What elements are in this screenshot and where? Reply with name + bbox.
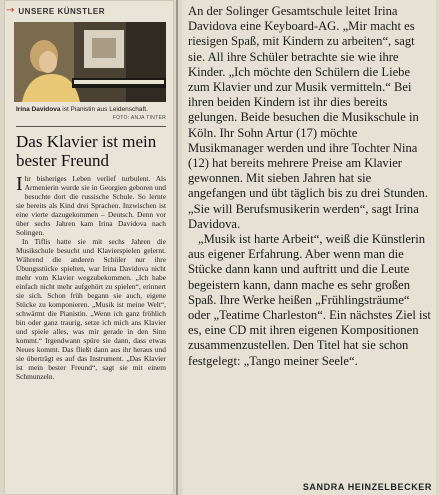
author-byline: SANDRA HEINZELBECKER (302, 482, 432, 492)
paragraph: In Tiflis hatte sie mit sechs Jahren die Musikschule besucht und Klavierspielen gelernt. Während die anderen Schüler nur ihre Übungsstücke spielten, war Irina Davidova nicht mehr vom Klavier wegzubekommen. „Ich habe einfach nicht mehr aufgehört zu spielen“, erinnert sie sich. Schon früh begann sie auch, eigene Stücke zu komponieren. „Musik ist meine Welt“, schwärmt die Pianistin. „Wenn ich ganz fröhlich bin oder ganz traurig, setze ich mich ans Klavier und spiele alles, was mir gerade in den Sinn kommt.“ Irgendwann spüre sie dann, dass etwas Neues kommt. Das fließt dann aus ihr heraus und sie überträgt es auf das Instrument. „Das Klavier ist mein bester Freund“, sagt sie mit einem Schmunzeln. (16, 237, 166, 381)
section-label: UNSERE KÜNSTLER (18, 6, 106, 16)
arrow-icon: → (6, 5, 15, 16)
caption-name: Irina Davidova (16, 106, 61, 113)
photo-credit: FOTO: ANJA TINTER (112, 115, 166, 121)
drop-cap: I (16, 173, 23, 195)
pianist-photo (14, 22, 166, 102)
article-body-left (16, 174, 166, 381)
photo-caption (16, 106, 166, 121)
section-header (6, 4, 170, 18)
caption-text: ist Pianistin aus Leidenschaft. (60, 106, 148, 113)
paragraph: An der Solinger Gesamtschule leitet Irina Davidova eine Keyboard-AG. „Mir macht es riesigen Spaß, mit Kindern zu arbeiten“, sagt sie. All ihre Schüler betrachte sie wie ihre Kinder. „Ich möchte den Schülern die Liebe zum Klavier und zur Musik vermitteln.“ Bei ihren beiden Kindern ist ihr dies bereits gelungen. Beide besuchen die Musikschule in Köln. Ihr Sohn Artur (17) möchte Musikmanager werden und ihre Tochter Nina (12) hat bereits mehrere Preise am Klavier gewonnen. Mit sieben Jahren hat sie angefangen und übt täglich bis zu drei Stunden. „Sie will Berufsmusikerin werden“, sagt Irina Davidova. (188, 4, 428, 231)
caption-rule (16, 126, 166, 127)
paragraph: „Musik ist harte Arbeit“, weiß die Künstlerin aus eigener Erfahrung. Aber wenn man die Stücke dann kann und auftritt und die Leute begeistern kann, dann mache es sehr großen Spaß. Ihre Werke heißen „Frühlingsträume“ oder „Teatime Charleston“. Ein nächstes Ziel ist es, eine CD mit ihren eigenen Kompositionen zusammenzustellen. Den Titel hat sie schon festgelegt: „Tango meiner Seele“. (188, 232, 431, 368)
headline: Das Klavier ist mein bester Freund (16, 132, 157, 170)
paragraph-text: hr bisheriges Leben verlief turbulent. Als Armenierin wurde sie in Georgien geboren und besuchte dort die russische Schule. So lernte sie bereits als Kind drei Sprachen. Inzwischen ist eine vierte dazugekommen – Deutsch. Denn vor über sechs Jahren kam Irina Davidova nach Solingen. (16, 174, 166, 237)
article-body-right (188, 4, 432, 369)
paragraph (16, 174, 166, 237)
column-divider (176, 0, 178, 495)
